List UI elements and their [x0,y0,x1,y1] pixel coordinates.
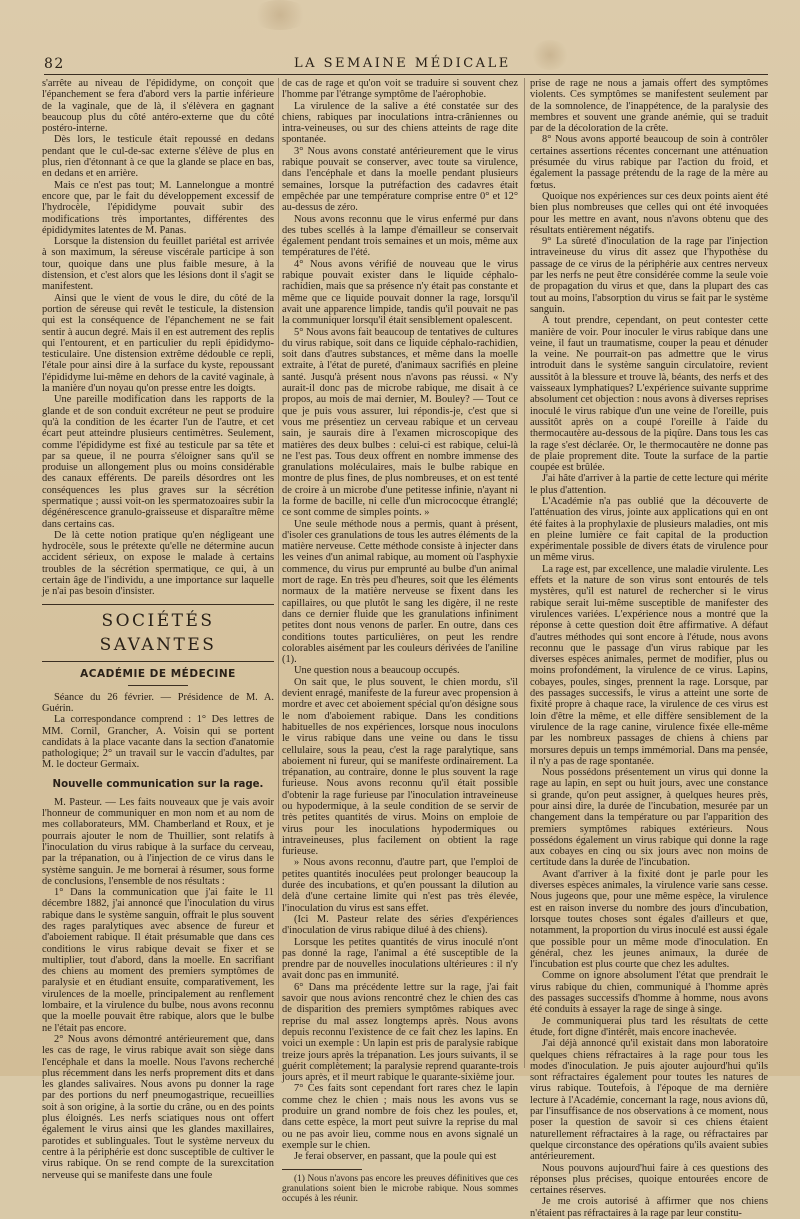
paragraph: Mais ce n'est pas tout; M. Lannelongue a montré encore que, par le fait du développement excessif de l'hydrocèle, l'épididyme pouvait subir des modifications très importantes, différentes des épididymites latentes de M. Panas. [42,179,274,236]
paragraph: Nous pouvons aujourd'hui faire à ces questions des réponses plus précises, quoique entourées encore de certaines réserves. [530,1162,768,1197]
section-rule [42,604,274,605]
journal-title: LA SEMAINE MÉDICALE [294,56,511,71]
paragraph: » Nous avons reconnu, d'autre part, que l'emploi de petites quantités inoculées peut prolonger beaucoup la durée des incubations, et qu'en poussant la dilution au delà d'une certaine limite qui n'est pas très élevée, l'inoculation du virus est sans effet. [282,857,518,914]
paragraph: Lorsque les petites quantités de virus inoculé n'ont pas donné la rage, l'animal a été susceptible de la prendre par de nouvelles inoculations ultérieures : il n'y avait donc pas en immunité. [282,936,518,982]
paragraph: 5° Nous avons fait beaucoup de tentatives de cultures du virus rabique, soit dans ce liquide céphalo-rachidien, soit dans d'autres substances, et même dans la moelle extraite, à l'état de pureté, d'animaux sacrifiés en pleine santé. Jusqu'à présent nous n'avons pas réussi. « N'y aurait-il donc pas de microbe rabique, me disait à ce propos, au mois de mai dernier, M. Bouley? — Tout ce que je puis vous assurer, lui répondis-je, c'est que si vous me présentiez un cerveau rabique et un cerveau sain, je saurais dire à l'examen microscopique des matières des deux bulbes : celui-ci est rabique, celui-là ne l'est pas. Tous deux offrent en nombre immense des granulations moléculaires, mais le bulbe rabique en montre de plus fines, de plus nombreuses, et on est tenté de croire à un microbe d'une petitesse infinie, n'ayant ni la forme de bacille, ni celle d'un micrococque étranglé; ce sont comme de simples points. » [282,326,518,519]
paragraph: Comme on ignore absolument l'état que prendrait le virus rabique du chien, communiqué à l'homme après des passages successifs d'homme à homme, nous avons été conduits à essayer la rage de singe à singe. [530,970,768,1016]
paragraph: Une seule méthode nous a permis, quant à présent, d'isoler ces granulations de tous les autres éléments de la matière nerveuse. Cette méthode consiste à injecter dans les veines d'un animal rabique, au moment où l'asphyxie commence, du virus pur emprunté au bulbe d'un animal mort de rage. En très peu d'heures, soit que les éléments normaux de la matière nerveuse se fixent dans les capillaires, ou que plutôt le sang les digère, il ne reste dans ce dernier fluide que les granulations infiniment petites dont nous venons de parler. En outre, dans ces conditions toutes particulières, on peut les rendre colorables aisément par les couleurs dérivées de l'aniline (1). [282,518,518,666]
paragraph: Dès lors, le testicule était repoussé en dedans pendant que le cul-de-sac externe s'élève de plus en plus, rien d'étonnant à ce que la glande se place en bas, en dedans et en arrière. [42,134,274,180]
communication-title: Nouvelle communication sur la rage. [52,778,264,790]
paragraph: 6° Dans ma précédente lettre sur la rage, j'ai fait savoir que nous avions rencontré chez le chien des cas de disparition des premiers symptômes rabiques avec reprise du mal assez longtemps après. Nous avons depuis reconnu l'existence de ce fait chez les lapins. En voici un exemple : Un lapin est pris de paralysie rabique treize jours après la trépanation. Les jours suivants, il se guérit complètement; la paralysie reprend quarante-trois jours après, et il meurt rabique le quarante-sixième jour. [282,981,518,1084]
paragraph: (Ici M. Pasteur relate des séries d'expériences d'inoculation de virus rabique dilué à des chiens). [282,913,518,937]
paragraph: Nous possédons présentement un virus qui donne la rage au lapin, en sept ou huit jours, avec une constance si grande, qu'on peut assigner, à quelques heures près, pour ainsi dire, la durée de l'incubation, mesurée par un changement dans la température ou par l'apparition des premiers symptômes rabiques extérieurs. Nous possédons également un virus rabique qui donne la rage aux cobayes en cinq ou six jours avec non moins de certitude dans la durée de l'incubation. [530,767,768,869]
footnote: (1) Nous n'avons pas encore les preuves définitives que ces granulations soient bien le microbe rabique. Nous sommes occupés à les réunir. [282,1173,518,1205]
header-rule [44,74,768,75]
paragraph: Quoique nos expériences sur ces deux points aient été bien plus nombreuses que celles qui ont été invoquées pour les mettre en avant, nous n'avons obtenu que des résultats entièrement négatifs. [530,190,768,236]
paragraph: Lorsque la distension du feuillet pariétal est arrivée à son maximum, la séreuse viscérale participe à son tour, quoique dans une plus faible mesure, à la distension, et c'est alors que les lésions dont il s'agit se manifestent. [42,236,274,293]
paragraph: A tout prendre, cependant, on peut contester cette manière de voir. Pour inoculer le virus rabique dans une veine, il faut un traumatisme, couper la peau et dénuder la veine. Ne pourrait-on pas admettre que le virus introduit dans le système sanguin circulatoire, revient aussitôt à la blessure et trouve là, béants, des nerfs et des vaisseaux lymphatiques? L'expérience suivante supprime absolument cet objection : nous avons à diverses reprises inoculé le virus rabique d'un une veine de l'oreille, puis aussitôt après on a coupé l'oreille à l'aide du thermocautère au-dessous de la piqûre. Dans tous les cas la rage s'est déclarée. Or, le thermocautère ne donne pas de plaie proprement dite. Toute la surface de la partie coupée est brûlée. [530,315,768,474]
subsection-title: ACADÉMIE DE MÉDECINE [80,667,236,680]
column-divider [278,78,279,1068]
page-header [44,54,774,72]
paragraph: Je ferai observer, en passant, que la poule qui est [294,1151,497,1163]
paragraph: de cas de rage et qu'on voit se traduire si souvent chez l'homme par l'étrange symptôme de l'aérophobie. [282,78,518,101]
paragraph: La virulence de la salive a été constatée sur des chiens, rabiques par inoculations intra-crâniennes ou intra-veineuses, ou sur des chiens atteints de rage dite spontanée. [282,100,518,146]
paragraph: 4° Nous avons vérifié de nouveau que le virus rabique pouvait exister dans le liquide céphalo-rachidien, mais que sa présence n'y était pas constante et même que ce liquide pouvait donner la rage, lorsqu'il avait une apparence limpide, tandis qu'il pouvait ne pas la communiquer lorsqu'il était sensiblement opalescent. [282,258,518,327]
paragraph: L'Académie n'a pas oublié que la découverte de l'atténuation des virus, jointe aux applications qui en ont été faites à la prophylaxie de plusieurs maladies, ont mis en pleine lumière ce fait capital de la production expérimentale possible de divers états de virulence pour un même virus. [530,495,768,564]
footnote-rule [282,1169,362,1170]
page-number: 82 [44,56,65,72]
paragraph: J'ai hâte d'arriver à la partie de cette lecture qui mérite le plus d'attention. [530,473,768,496]
paragraph: Une pareille modification dans les rapports de la glande et de son conduit excréteur ne peut se produire qu'à la condition de les écarter l'un de l'autre, et cet écart peut atteindre plusieurs centimètres. Seulement, comme l'épididyme est fixé au testicule par sa tête et par sa queue, il ne pourra s'éloigner sans qu'il se produise un allongement plus ou moins considérable des canaux efférents. De pareils désordres ont les conséquences les plus graves sur la sécrétion spermatique ; aussi voit-on les spermatozoaires subir la dégénérescence granulo-graisseuse et disparaître même dans certains cas. [42,394,274,530]
paragraph: Je communiquerai plus tard les résultats de cette étude, fort digne d'intérêt, mais encore inachevée. [530,1015,768,1038]
paragraph: J'ai déjà annoncé qu'il existait dans mon laboratoire quelques chiens réfractaires à la rage pour tous les modes d'inoculation. Je puis ajouter aujourd'hui qu'ils sont réfractaires également pour toutes les natures de virus rabique. Toutefois, à l'époque de ma dernière lecture à l'Académie, concernant la rage, nous avions dû, par l'insuffisance de nos observations à ce moment, nous poser la question de savoir si ces chiens étaient naturellement réfractaires à la rage, ou réfractaires par quelque circonstance des opérations qu'ils avaient subies antérieurement. [530,1038,768,1163]
column-3 [530,78,768,1219]
correspondance-paragraph: La correspondance comprend : 1° Des lettres de MM. Cornil, Grancher, A. Voisin qui se portent candidats à la place vacante dans la section d'anatomie pathologique; 2° un travail sur le vaccin d'adultes, par M. le docteur Germaix. [42,714,274,771]
seance-line: Séance du 26 février. — Présidence de M. A. Guérin. [42,691,274,714]
paragraph: Une question nous a beaucoup occupés. [294,665,460,677]
column-2 [282,78,518,1205]
section-rule [42,661,274,662]
subsection-rule [128,685,188,686]
paper-stain [250,0,310,30]
paragraph: 2° Nous avons démontré antérieurement que, dans les cas de rage, le virus rabique avait son siège dans l'encéphale et dans la moelle. Nous l'avons recherché plus récemment dans les nerfs proprement dits et dans les glandes salivaires. Nous avons pu donner la rage par des portions du nerf pneumogastrique, recueillies soit à son origine, à la sortie du crâne, ou en des points plus éloignés. Les nerfs sciatiques nous ont offert également le virus ainsi que les glandes maxillaires, parotides et sublinguales. Tout le système nerveux du centre à la périphérie est donc susceptible de cultiver le virus rabique. On se rend compte de la surexcitation nerveuse qui se manifeste dans une foule [42,1033,274,1181]
paragraph: Ainsi que le vient de vous le dire, du côté de la portion de séreuse qui revêt le testicule, la distension qui est la conséquence de l'épanchement ne se fait sentir à aucun degré. Mais il en est autrement des replis qui l'entourent, et en particulier du repli épididymo-testiculaire. Une distension extrême dédouble ce repli, l'étale pour ainsi dire à la surface du kyste, repoussant l'épididyme lui-même en dehors de la cavité vaginale, à la manière d'un noyau qu'on presse entre les doigts. [42,292,274,395]
paragraph: 7° Ces faits sont cependant fort rares chez le lapin comme chez le chien ; mais nous les avons vus se produire un grand nombre de fois chez les poules, et, dans cette espèce, la mort peut suivre la reprise du mal ou ne pas avoir lieu, comme nous en avons signalé un exemple sur le chien. [282,1083,518,1151]
column-1 [42,78,274,1181]
paragraph: Avant d'arriver à la fixité dont je parle pour les diverses espèces animales, la virulence varie sans cesse. Nous jugeons que, pour une même espèce, la virulence est en raison inverse du nombre des jours d'incubation, lorsque toutes choses sont égales d'ailleurs et que, notamment, la proportion du virus inoculé est aussi égale que possible pour un même mode d'inoculation. En général, chez les jeunes animaux, la durée de l'incubation est plus courte que chez les adultes. [530,868,768,971]
paragraph: On sait que, le plus souvent, le chien mordu, s'il devient enragé, manifeste de la fureur avec propension à mordre et avec cet aboiement spécial qu'on désigne sous le nom d'aboiement rabique. Dans les conditions habituelles de nos expériences, lorsque nous inoculons le virus rabique dans une veine ou dans le tissu cellulaire, sous la peau, c'est la rage paralytique, sans aboiement ni fureur, qui se manifeste ordinairement. La trépanation, au contraire, donne le plus souvent la rage furieuse. Nous avons reconnu qu'il était possible d'obtenir la rage furieuse par l'inoculation intraveineuse ou hypodermique, à la seule condition de se servir de très petites quantités de virus. Moins on emploie de virus pour les inoculations hypodermiques ou intraveineuses, plus facilement on obtient la rage furieuse. [282,676,518,858]
paragraph: 1° Dans la communication que j'ai faite le 11 décembre 1882, j'ai annoncé que l'inoculation du virus rabique dans le système sanguin, offrait le plus souvent des rages paralytiques avec absence de fureur et d'aboiement rabique. Il était présumable que dans ces conditions le virus rabique devait se fixer et se multiplier, tout d'abord, dans la moelle. En sacrifiant des chiens au moment des premiers symptômes de paralysie et en étudiant ensuite, comparativement, les virulences de la moelle, principalement au renflement lombaire, et la virulence du bulbe, nous avons reconnu que la moelle pouvait être rabique, alors que le bulbe ne l'était pas encore. [42,887,274,1034]
column-divider [524,78,525,1068]
paragraph: La rage est, par excellence, une maladie virulente. Les effets et la nature de son virus sont entourés de tels mystères, qu'il est naturel de rechercher si le virus rabique serait lui-même susceptible de manifester des virulences variées. L'expérience nous a montré que la réponse à cette question doit être affirmative. A défaut d'autres méthodes qui sont encore à l'étude, nous avons reconnu que le passage d'un virus rabique par les diverses espèces animales, permet de modifier, plus ou moins profondément, la virulence de ce virus. Lapins, cobayes, poules, singes, prennent la rage. Lorsque, par des passages successifs, le virus a atteint une sorte de fixité propre à chaque race, la virulence de ces virus est loin d'être la même, et elle diffère sensiblement de la virulence de la rage canine, virulence fixée elle-même par les nombreux passages de chiens à chiens par morsures depuis un temps immémorial. Dans ma pensée, il n'y a pas de rage spontanée. [530,563,768,767]
paragraph: Je me crois autorisé à affirmer que nos chiens n'étaient pas réfractaires à la rage par leur constitu- [530,1196,768,1219]
paragraph: prise de rage ne nous a jamais offert des symptômes violents. Ces symptômes se manifestent seulement par de la somnolence, de l'inappétence, de la paralysie des membres et souvent une grande anémie, qui se traduit par de la décoloration de la crête. [530,78,768,135]
paragraph: De là cette notion pratique qu'en négligeant une hydrocèle, sous le prétexte qu'elle ne détermine aucun accident sérieux, on expose le malade à certains troubles de la sécrétion spermatique, ce qui, à un certain âge de l'individu, a une importance sur laquelle je n'ai pas besoin d'insister. [42,529,274,598]
paragraph: 3° Nous avons constaté antérieurement que le virus rabique pouvait se conserver, avec toute sa virulence, dans l'encéphale et dans la moelle pendant plusieurs semaines, lorsque la putréfaction des cadavres était empêchée par une température comprise entre 0° et 12° au-dessus de zéro. [282,145,518,214]
paragraph: 8° Nous avons apporté beaucoup de soin à contrôler certaines assertions récentes concernant une atténuation présumée du virus rabique par l'action du froid, et également la passage prétendu de la rage de la mère au fœtus. [530,134,768,191]
paragraph: 9° La sûreté d'inoculation de la rage par l'injection intraveineuse du virus dit assez que l'hypothèse du passage de ce virus de la périphérie aux centres nerveux par les nerfs ne peut être considérée comme la seule voie de propagation du virus et que, dans la plupart des cas tout au moins, l'absorption du virus se fait par le système sanguin. [530,236,768,315]
section-title: SOCIÉTÉS SAVANTES [99,610,217,655]
paragraph: Nous avons reconnu que le virus enfermé pur dans des tubes scellés à la lampe d'émailleur se conservait également pendant trois semaines et un mois, même aux températures de l'été. [282,213,518,259]
paragraph: M. Pasteur. — Les faits nouveaux que je vais avoir l'honneur de communiquer en mon nom et au nom de mes collaborateurs, MM. Chamberland et Roux, et je pourrais ajouter le nom de Thuillier, sont relatifs à l'inoculation du virus rabique à la surface du cerveau, par la trépanation, ou à l'injection de ce virus dans le système sanguin. Je me bornerai à résumer, sous forme de conclusions, l'ensemble de nos résultats : [42,796,274,887]
paragraph: s'arrête au niveau de l'épididyme, on conçoit que l'épanchement se fera d'abord vers la partie inférieure de la vaginale, que de là, il s'élèvera en gagnant beaucoup plus du côté antéro-externe que du côté postéro-interne. [42,78,274,135]
